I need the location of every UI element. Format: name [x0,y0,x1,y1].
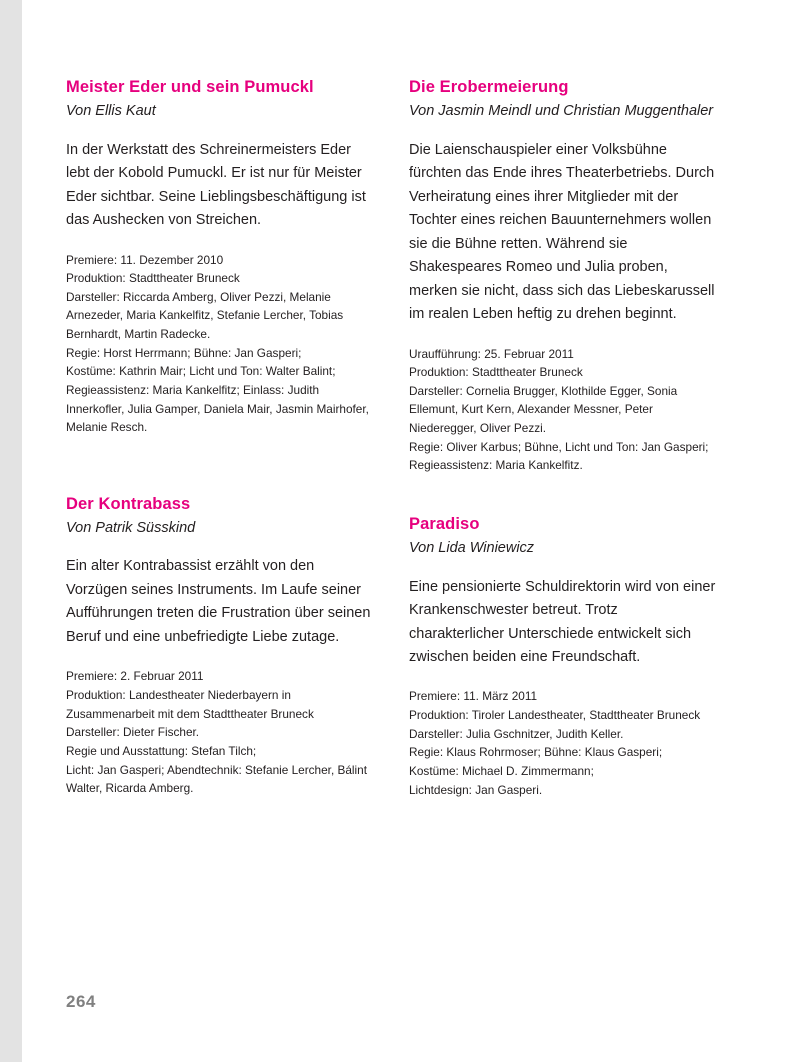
production-credits [409,687,716,799]
credit-line: Kostüme: Michael D. Zimmermann; [409,763,594,778]
production-entry [409,515,716,799]
production-entry [409,78,716,475]
production-title: Die Erobermeierung [409,78,569,96]
credit-line: Produktion: Landestheater Niederbayern in Zusammenarbeit mit dem Stadttheater Bruneck [66,688,314,721]
credit-line: Produktion: Stadttheater Bruneck [66,271,240,286]
production-credits [66,251,373,437]
credit-line: Premiere: 11. Dezember 2010 [66,252,224,267]
credit-line: Licht: Jan Gasperi; Abendtechnik: Stefanie Lercher, Bálint Walter, Ricarda Amberg. [66,762,368,796]
credit-line: Premiere: 2. Februar 2011 [66,669,204,684]
credit-line: Premiere: 11. März 2011 [409,689,538,704]
production-author: Von Patrik Süsskind [66,519,196,536]
credit-line: Regie: Horst Herrmann; Bühne: Jan Gasperi; [66,345,302,360]
credit-line: Darsteller: Dieter Fischer. [66,725,200,740]
production-title: Paradiso [409,514,480,533]
production-entry [66,495,373,798]
production-entry [66,78,373,437]
credit-line: Darsteller: Julia Gschnitzer, Judith Keller. [409,726,624,741]
page-content [66,78,720,799]
credit-line: Produktion: Stadttheater Bruneck [409,365,583,380]
production-author: Von Lida Winiewicz [409,539,535,556]
column-left [66,78,373,799]
production-credits [409,345,716,475]
production-description: In der Werkstatt des Schreinermeisters Eder lebt der Kobold Pumuckl. Er ist nur für Meister Eder sichtbar. Seine Lieblingsbeschäftigung ist das Aushecken von Streichen. [66,141,366,229]
credit-line: Regie und Ausstattung: Stefan Tilch; [66,743,257,758]
credit-line: Regie: Klaus Rohrmoser; Bühne: Klaus Gasperi; [409,745,663,760]
credit-line: Regieassistenz: Maria Kankelfitz; Einlass: Judith Innerkofler, Julia Gamper, Daniela Mair, Jasmin Mairhofer, Melanie Resch. [66,382,369,435]
page-number: 264 [66,992,96,1011]
production-description: Eine pensionierte Schuldirektorin wird von einer Krankenschwester betreut. Trotz charakterlicher Unterschiede entwickelt sich zwischen beiden eine Freundschaft. [409,578,716,665]
credit-line: Produktion: Tiroler Landestheater, Stadttheater Bruneck [409,708,701,723]
credit-line: Darsteller: Riccarda Amberg, Oliver Pezzi, Melanie Arnezeder, Maria Kankelfitz, Stefanie Lercher, Tobias Bernhardt, Martin Radecke. [66,289,344,342]
production-credits [66,667,373,797]
entry-spacer [66,477,373,495]
production-description: Die Laienschauspieler einer Volksbühne fürchten das Ende ihres Theaterbetriebs. Durch Verheiratung eines ihrer Mitglieder mit der Tochter eines reichen Bauunternehmers wollen sie die Bühne retten. Während sie Shakespeares Romeo und Julia proben, merken sie nicht, dass sich das Liebeskarussell im realen Leben heftig zu drehen beginnt. [409,141,715,323]
credit-line: Darsteller: Cornelia Brugger, Klothilde Egger, Sonia Ellemunt, Kurt Kern, Alexander Messner, Peter Niederegger, Oliver Pezzi. [409,383,678,436]
credit-line: Uraufführung: 25. Februar 2011 [409,346,574,361]
column-right [409,78,716,799]
credit-line: Kostüme: Kathrin Mair; Licht und Ton: Walter Balint; [66,364,336,379]
credit-line: Regie: Oliver Karbus; Bühne, Licht und Ton: Jan Gasperi; Regieassistenz: Maria Kankelfitz. [409,439,709,473]
production-description: Ein alter Kontrabassist erzählt von den Vorzügen seines Instruments. Im Laufe seiner Aufführungen treten die Frustration über seinen Beruf und eine unbefriedigte Liebe zutage. [66,558,371,645]
production-title: Der Kontrabass [66,494,191,513]
production-title: Meister Eder und sein Pumuckl [66,78,314,96]
credit-line: Lichtdesign: Jan Gasperi. [409,782,543,797]
production-author: Von Jasmin Meindl und Christian Muggenthaler [409,102,714,119]
page-edge-band [0,0,22,1062]
production-author: Von Ellis Kaut [66,102,156,119]
two-column-layout [66,78,720,799]
